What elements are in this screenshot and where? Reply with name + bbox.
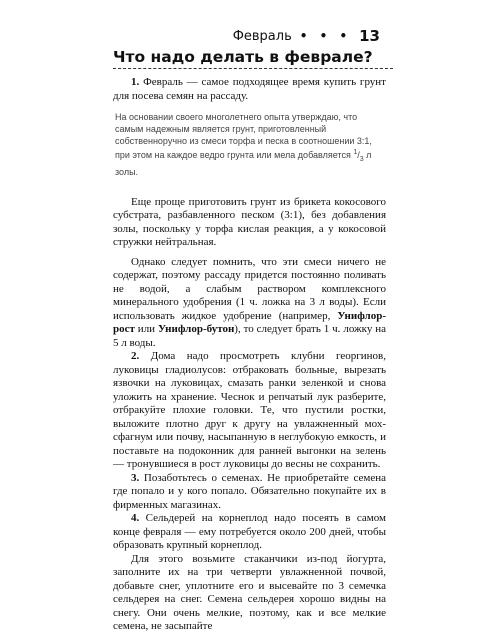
- item-number: 1.: [131, 76, 140, 88]
- product-name-1: Унифлор-рост: [113, 309, 386, 336]
- body-text: [113, 76, 386, 634]
- item-number: 4.: [131, 512, 140, 525]
- paragraph-5: 3. Позаботьтесь о семенах. Не приобретайте семена где попало и у кого попало. Обязательно покупайте их в фирменных магазинах.: [113, 471, 386, 511]
- paragraph-6: 4. Сельдерей на корнеплод надо посеять в самом конце февраля — ему потребуется около 200 дней, чтобы образовать крупный корнеплод.: [113, 512, 386, 552]
- paragraph-3: Однако следует помнить, что эти смеси ничего не содержат, поэтому рассаду придется постоянно поливать не водой, а слабым раствором комплексного минерального удобрения (1 ч. ложка на 3 л воды). Если использовать жидкое удобрение (например, Унифлор-рост или Унифлор-бутон), то следует брать 1 ч. ложку на 5 л воды.: [113, 255, 387, 349]
- page-number: 13: [359, 27, 380, 45]
- header-dots: • • •: [299, 29, 352, 43]
- item-number: 3.: [131, 471, 140, 484]
- paragraph-7: Для этого возьмите стаканчики из-под йогурта, заполните их на три четверти увлажненной почвой, добавьте снег, уплотните его и высевайте по 3 семечка сельдерея на снег. Семена сельдерея хорошо видны на снегу. Они очень мелкие, поэтому, как и все мелкие семена, не засыпайте: [113, 552, 386, 633]
- section-name: Февраль: [232, 28, 292, 44]
- paragraph-4: 2. Дома надо просмотреть клубни георгинов, луковицы гладиолусов: отбраковать больные, вырезать язвочки на луковицах, смазать ранки зеленкой и снова уложить на хранение. Чеснок и репчатый лук разберите, отбракуйте плохие головки. Те, что пустили ростки, выложите плотно друг к другу на увлажненный мох-сфагнум или почву, насыпанную в неглубокую емкость, и поставьте на подоконник для ранней выгонки на зелень — тронувшиеся в рост луковицы до весны не сохранить.: [113, 350, 386, 471]
- paragraph-1: 1. Февраль — самое подходящее время купить грунт для посева семян на рассаду.: [113, 76, 386, 102]
- chapter-title: Что надо делать в феврале?: [113, 48, 393, 69]
- running-header: [233, 27, 380, 45]
- product-name-2: Унифлор-бутон: [157, 323, 235, 336]
- item-number: 2.: [131, 350, 140, 363]
- fraction-numerator: 1: [353, 149, 358, 156]
- paragraph-2: Еще проще приготовить грунт из брикета кокосового субстрата, разбавленного песком (3:1), без добавления золы, поскольку у торфа кислая реакция, а у кокосовой стружки нейтральная.: [113, 195, 386, 249]
- fraction-denominator: 3: [359, 155, 364, 163]
- note-box: На основании своего многолетнего опыта утверждаю, что самым надежным является грунт, приготовленный собственноручно из смеси торфа и песка в соотношении 3:1, при этом на каждое ведро грунта или мела добавляется $^1/_3$ л золы.: [115, 112, 372, 177]
